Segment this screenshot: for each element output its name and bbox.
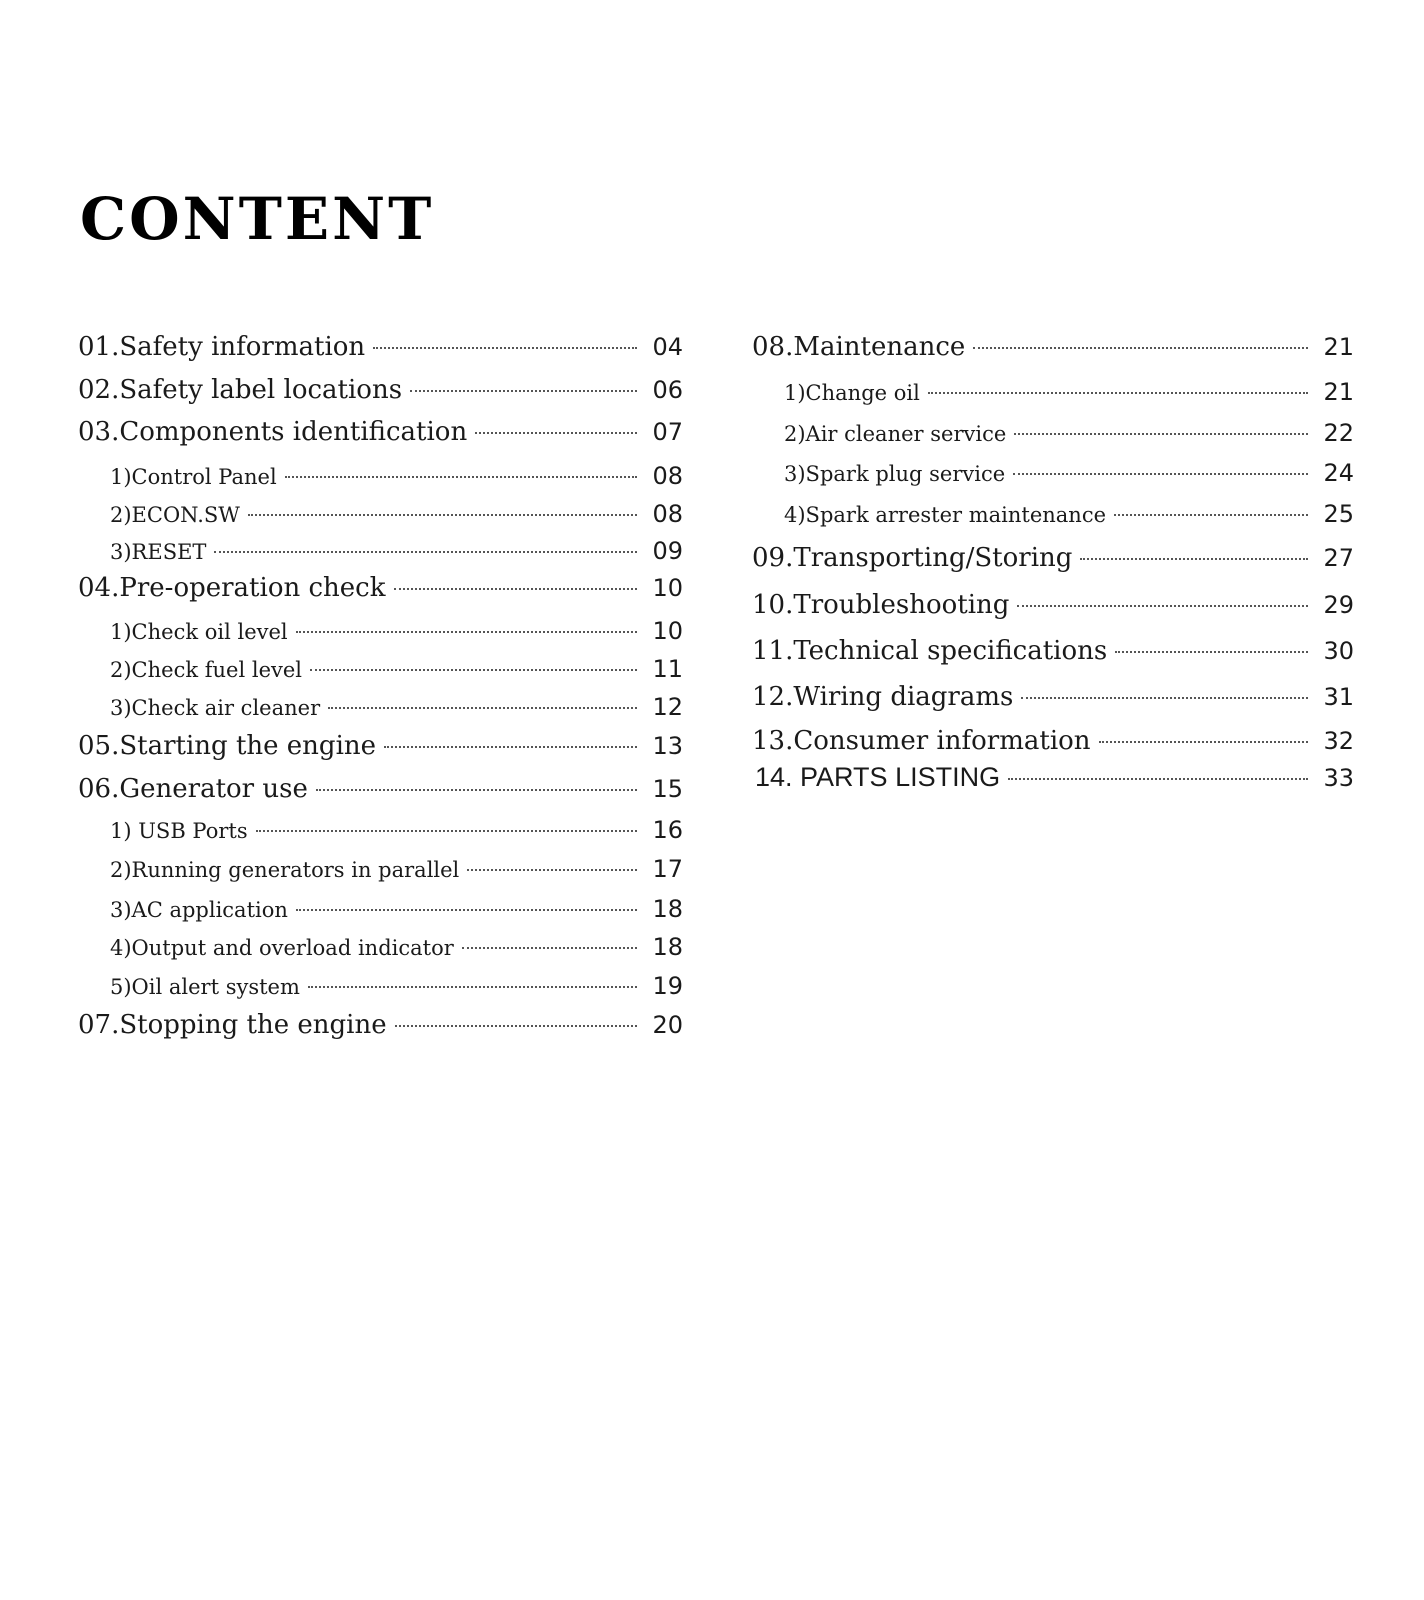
dot-leader bbox=[1008, 778, 1308, 780]
toc-entry-label: 1) USB Ports bbox=[110, 819, 248, 843]
toc-entry-page: 06 bbox=[652, 376, 683, 404]
dot-leader bbox=[1115, 651, 1308, 653]
toc-entry[interactable] bbox=[752, 682, 1354, 712]
dot-leader bbox=[308, 986, 637, 988]
toc-subentry[interactable] bbox=[78, 693, 683, 721]
dot-leader bbox=[256, 830, 637, 832]
dot-leader bbox=[310, 669, 637, 671]
toc-entry-label: 1)Check oil level bbox=[110, 620, 288, 644]
toc-entry-label: 2)Air cleaner service bbox=[784, 422, 1007, 446]
toc-entry-label: 10.Troubleshooting bbox=[752, 590, 1010, 620]
dot-leader bbox=[285, 476, 637, 478]
toc-entry-label: 2)Running generators in parallel bbox=[110, 858, 460, 882]
toc-entry[interactable] bbox=[78, 332, 683, 362]
toc-entry[interactable] bbox=[78, 417, 683, 447]
toc-entry-label: 4)Output and overload indicator bbox=[110, 936, 454, 960]
dot-leader bbox=[1080, 558, 1308, 560]
toc-entry-page: 04 bbox=[652, 333, 683, 361]
toc-entry-page: 32 bbox=[1323, 727, 1354, 755]
toc-subentry[interactable] bbox=[78, 972, 683, 1000]
toc-subentry[interactable] bbox=[78, 933, 683, 961]
toc-entry-page: 16 bbox=[652, 816, 683, 844]
toc-entry-label: 1)Control Panel bbox=[110, 465, 277, 489]
toc-entry-page: 18 bbox=[652, 933, 683, 961]
toc-subentry[interactable] bbox=[78, 655, 683, 683]
toc-entry[interactable] bbox=[78, 731, 683, 761]
toc-entry[interactable] bbox=[78, 774, 683, 804]
page-title: CONTENT bbox=[80, 185, 435, 253]
toc-entry-label: 09.Transporting/Storing bbox=[752, 543, 1073, 573]
toc-entry-label: 1)Change oil bbox=[784, 381, 920, 405]
toc-subentry[interactable] bbox=[78, 816, 683, 844]
dot-leader bbox=[395, 1025, 637, 1027]
dot-leader bbox=[1021, 697, 1308, 699]
toc-entry-label: 3)AC application bbox=[110, 898, 288, 922]
toc-subentry[interactable] bbox=[752, 419, 1354, 447]
toc-entry-page: 31 bbox=[1323, 683, 1354, 711]
toc-entry-page: 10 bbox=[652, 574, 683, 602]
toc-entry-label: 5)Oil alert system bbox=[110, 975, 300, 999]
dot-leader bbox=[475, 432, 637, 434]
dot-leader bbox=[214, 551, 637, 553]
toc-entry-page: 19 bbox=[652, 972, 683, 1000]
toc-entry[interactable] bbox=[752, 332, 1354, 362]
dot-leader bbox=[384, 746, 637, 748]
dot-leader bbox=[1013, 473, 1308, 475]
toc-entry-label: 03.Components identification bbox=[78, 417, 468, 447]
toc-entry-page: 24 bbox=[1323, 459, 1354, 487]
toc-subentry[interactable] bbox=[752, 459, 1354, 487]
toc-entry[interactable] bbox=[752, 726, 1354, 756]
dot-leader bbox=[928, 392, 1308, 394]
toc-entry-label: 3)Check air cleaner bbox=[110, 696, 321, 720]
toc-entry-label: 04.Pre-operation check bbox=[78, 573, 386, 603]
toc-entry-label: 13.Consumer information bbox=[752, 726, 1091, 756]
dot-leader bbox=[316, 789, 637, 791]
toc-entry-page: 22 bbox=[1323, 419, 1354, 447]
toc-entry-label: 08.Maintenance bbox=[752, 332, 966, 362]
toc-entry-page: 13 bbox=[652, 732, 683, 760]
toc-entry-page: 12 bbox=[652, 693, 683, 721]
dot-leader bbox=[1114, 514, 1308, 516]
toc-entry[interactable] bbox=[752, 543, 1354, 573]
toc-subentry[interactable] bbox=[752, 378, 1354, 406]
toc-entry-label: 2)ECON.SW bbox=[110, 503, 240, 527]
toc-entry[interactable] bbox=[752, 590, 1354, 620]
toc-entry-page: 17 bbox=[652, 855, 683, 883]
toc-subentry[interactable] bbox=[752, 500, 1354, 528]
toc-entry-label: 2)Check fuel level bbox=[110, 658, 303, 682]
toc-subentry[interactable] bbox=[78, 855, 683, 883]
toc-entry-page: 25 bbox=[1323, 500, 1354, 528]
toc-entry-label: 01.Safety information bbox=[78, 332, 366, 362]
toc-entry-page: 08 bbox=[652, 462, 683, 490]
toc-entry-label: 06.Generator use bbox=[78, 774, 308, 804]
toc-entry-page: 07 bbox=[652, 418, 683, 446]
dot-leader bbox=[1099, 741, 1308, 743]
dot-leader bbox=[1014, 433, 1308, 435]
toc-entry-label: 4)Spark arrester maintenance bbox=[784, 503, 1107, 527]
toc-entry-page: 29 bbox=[1323, 591, 1354, 619]
toc-entry-page: 09 bbox=[652, 537, 683, 565]
toc-entry-page: 18 bbox=[652, 895, 683, 923]
dot-leader bbox=[373, 347, 637, 349]
toc-entry-page: 08 bbox=[652, 500, 683, 528]
toc-entry[interactable] bbox=[78, 375, 683, 405]
toc-subentry[interactable] bbox=[78, 617, 683, 645]
toc-entry[interactable] bbox=[78, 1010, 683, 1040]
dot-leader bbox=[328, 707, 637, 709]
toc-entry-page: 10 bbox=[652, 617, 683, 645]
toc-entry-page: 27 bbox=[1323, 544, 1354, 572]
toc-entry-page: 21 bbox=[1323, 378, 1354, 406]
toc-subentry[interactable] bbox=[78, 462, 683, 490]
toc-entry-page: 15 bbox=[652, 775, 683, 803]
dot-leader bbox=[248, 514, 637, 516]
toc-entry-label: 3)RESET bbox=[110, 540, 207, 564]
dot-leader bbox=[410, 390, 637, 392]
toc-entry-page: 21 bbox=[1323, 333, 1354, 361]
toc-entry-page: 33 bbox=[1323, 764, 1354, 792]
toc-entry-label: 14. PARTS LISTING bbox=[755, 762, 1001, 792]
dot-leader bbox=[296, 631, 637, 633]
dot-leader bbox=[973, 347, 1308, 349]
dot-leader bbox=[467, 869, 637, 871]
toc-subentry[interactable] bbox=[78, 537, 683, 565]
toc-entry-page: 30 bbox=[1323, 637, 1354, 665]
toc-entry-page: 11 bbox=[652, 655, 683, 683]
toc-subentry[interactable] bbox=[78, 895, 683, 923]
dot-leader bbox=[296, 909, 637, 911]
toc-entry[interactable] bbox=[752, 636, 1354, 666]
dot-leader bbox=[394, 588, 638, 590]
toc-entry-label: 07.Stopping the engine bbox=[78, 1010, 387, 1040]
toc-entry-label: 02.Safety label locations bbox=[78, 375, 403, 405]
toc-entry-label: 11.Technical specifications bbox=[752, 636, 1108, 666]
toc-entry[interactable] bbox=[752, 762, 1354, 793]
toc-entry-label: 05.Starting the engine bbox=[78, 731, 377, 761]
toc-entry-label: 3)Spark plug service bbox=[784, 462, 1006, 486]
toc-entry-page: 20 bbox=[652, 1011, 683, 1039]
toc-entry[interactable] bbox=[78, 573, 683, 603]
toc-subentry[interactable] bbox=[78, 500, 683, 528]
toc-entry-label: 12.Wiring diagrams bbox=[752, 682, 1014, 712]
dot-leader bbox=[1017, 605, 1308, 607]
dot-leader bbox=[462, 947, 637, 949]
